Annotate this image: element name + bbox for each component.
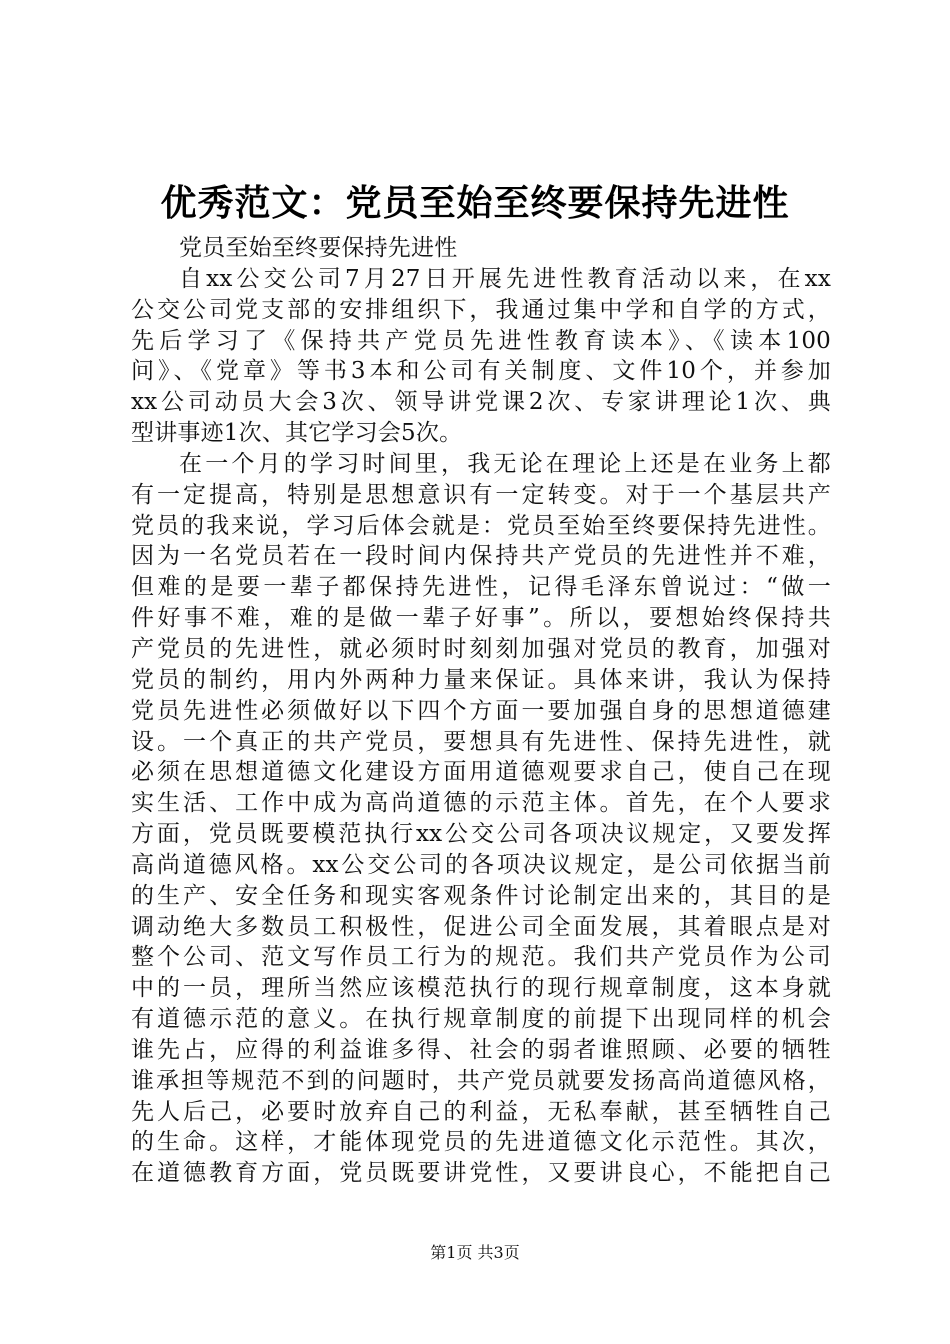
paragraph-line: 党员先进性必须做好以下四个方面一要加强自身的思想道德建: [131, 697, 831, 724]
paragraph-line: xx公司动员大会3次、领导讲党课2次、专家讲理论1次、典: [131, 389, 831, 416]
paragraph-line: 先人后己，必要时放弃自己的利益，无私奉献，甚至牺牲自己: [131, 1098, 831, 1125]
paragraph-line: 的生产、安全任务和现实客观条件讨论制定出来的，其目的是: [131, 882, 831, 909]
document-body: [131, 233, 831, 1189]
paragraph-line: 产党员的先进性，就必须时时刻刻加强对党员的教育，加强对: [131, 635, 831, 662]
paragraph-line: 问》、《党章》等书3本和公司有关制度、文件10个，并参加: [131, 358, 831, 385]
page-number-footer: 第1页 共3页: [430, 1243, 520, 1262]
paragraph-line: 高尚道德风格。xx公交公司的各项决议规定，是公司依据当前: [131, 851, 831, 878]
paragraph-line: 在一个月的学习时间里，我无论在理论上还是在业务上都: [179, 450, 831, 477]
paragraph-line: 整个公司、范文写作员工行为的规范。我们共产党员作为公司: [131, 944, 831, 971]
document-title: 优秀范文：党员至始至终要保持先进性: [160, 183, 790, 224]
paragraph-line: 自xx公交公司7月27日开展先进性教育活动以来，在xx: [179, 265, 831, 292]
paragraph-line: 但难的是要一辈子都保持先进性，记得毛泽东曾说过：“做一: [131, 574, 831, 601]
paragraph-line: 先后学习了《保持共产党员先进性教育读本》、《读本100: [131, 327, 831, 354]
paragraph-line: 的生命。这样，才能体现党员的先进道德文化示范性。其次，: [131, 1129, 831, 1156]
paragraph-line: 在道德教育方面，党员既要讲党性，又要讲良心，不能把自己: [131, 1160, 831, 1187]
paragraph-line: 调动绝大多数员工积极性，促进公司全面发展，其着眼点是对: [131, 913, 831, 940]
paragraph-line: 型讲事迹1次、其它学习会5次。: [131, 420, 463, 447]
paragraph-line: 设。一个真正的共产党员，要想具有先进性、保持先进性，就: [131, 728, 831, 755]
paragraph-line: 公交公司党支部的安排组织下，我通过集中学和自学的方式，: [131, 296, 831, 323]
paragraph-line: 谁先占，应得的利益谁多得、社会的弱者谁照顾、必要的牺牲: [131, 1036, 831, 1063]
paragraph-line: 方面，党员既要模范执行xx公交公司各项决议规定，又要发挥: [131, 821, 831, 848]
paragraph-line: 有一定提高，特别是思想意识有一定转变。对于一个基层共产: [131, 481, 831, 508]
paragraph-line: 有道德示范的意义。在执行规章制度的前提下出现同样的机会: [131, 1006, 831, 1033]
paragraph-line: 谁承担等规范不到的问题时，共产党员就要发扬高尚道德风格，: [131, 1067, 831, 1094]
paragraph-line: 必须在思想道德文化建设方面用道德观要求自己，使自己在现: [131, 759, 831, 786]
paragraph-line: 因为一名党员若在一段时间内保持共产党员的先进性并不难，: [131, 543, 831, 570]
paragraph-line: 件好事不难，难的是做一辈子好事”。所以，要想始终保持共: [131, 605, 831, 632]
paragraph-line: 党员的我来说，学习后体会就是：党员至始至终要保持先进性。: [131, 512, 831, 539]
paragraph-line: 中的一员，理所当然应该模范执行的现行规章制度，这本身就: [131, 975, 831, 1002]
paragraph-line: 党员的制约，用内外两种力量来保证。具体来讲，我认为保持: [131, 666, 831, 693]
subtitle-line: 党员至始至终要保持先进性: [179, 235, 458, 261]
paragraph-line: 实生活、工作中成为高尚道德的示范主体。首先，在个人要求: [131, 790, 831, 817]
